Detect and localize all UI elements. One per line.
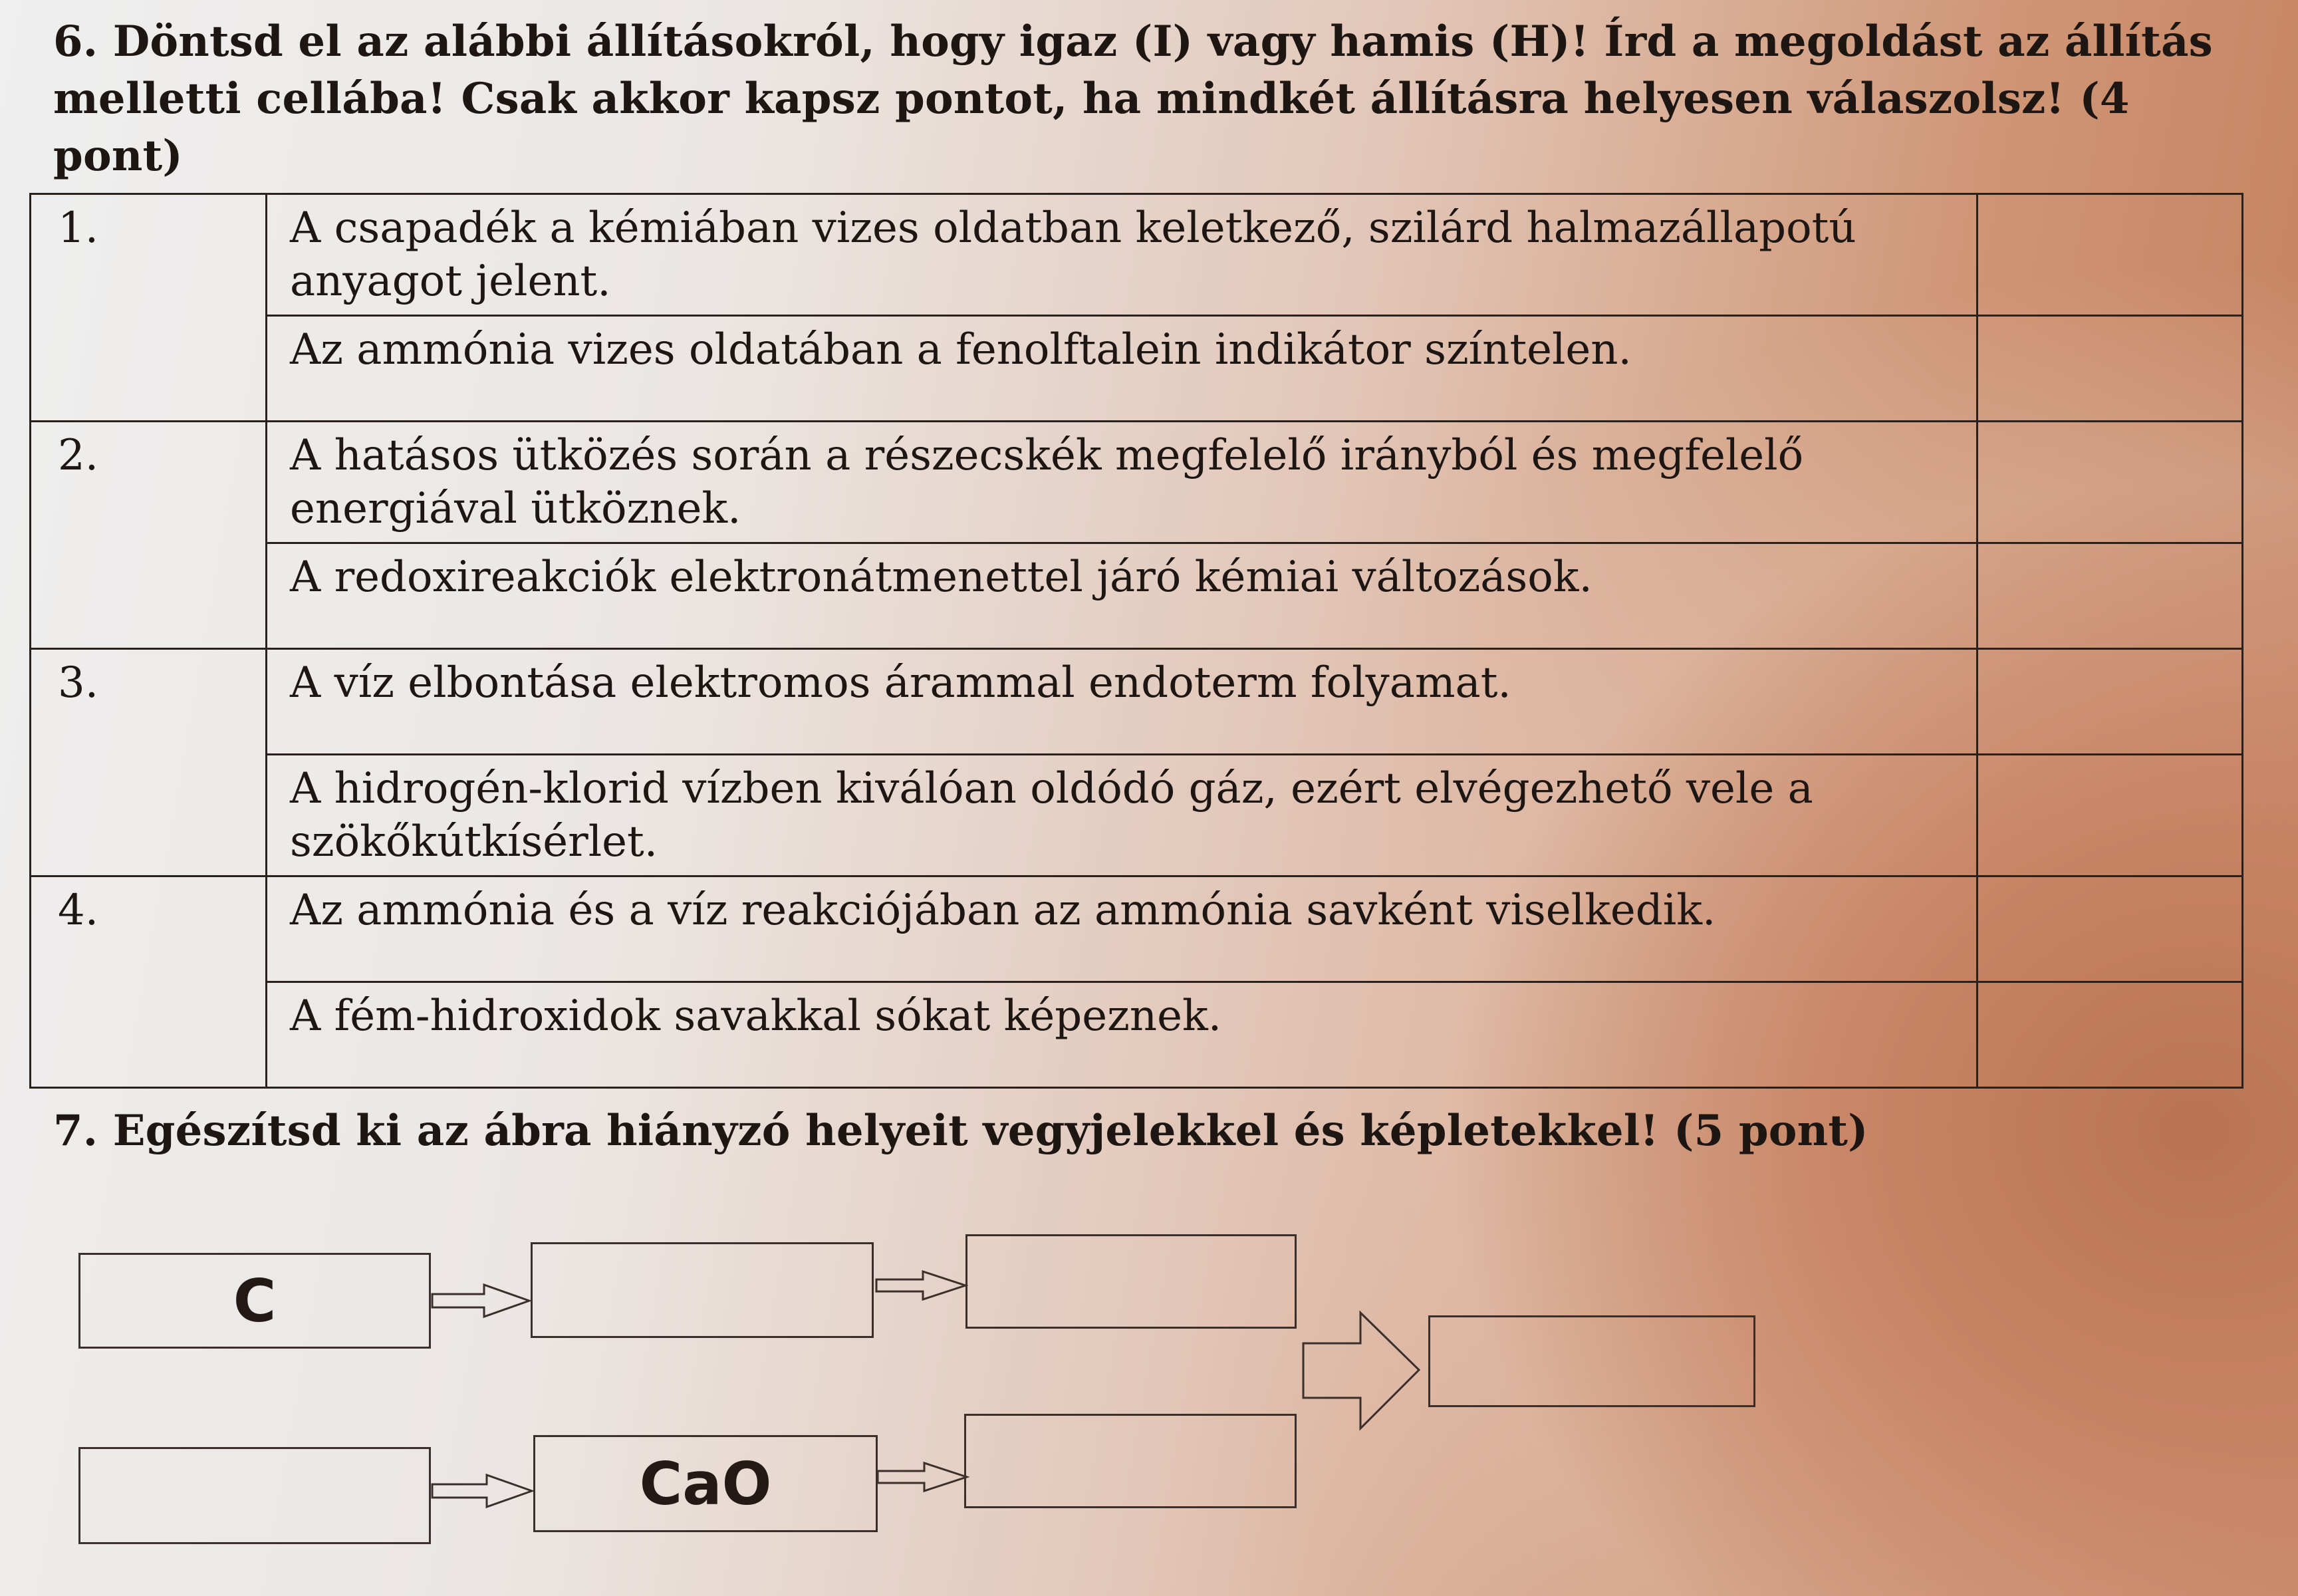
statement-cell: A csapadék a kémiában vizes oldatban keletkező, szilárd halmazállapotú anyagot jelent. <box>267 194 1978 316</box>
top-box-1[interactable]: C <box>78 1253 431 1349</box>
statement-cell: Az ammónia és a víz reakciójában az ammónia savként viselkedik. <box>267 876 1978 982</box>
answer-cell[interactable] <box>1978 543 2243 649</box>
bottom-box-1[interactable] <box>78 1447 431 1544</box>
table-row <box>31 194 2243 316</box>
table-row <box>31 755 2243 876</box>
question-6-heading: 6. Döntsd el az alábbi állításokról, hogy igaz (I) vagy hamis (H)! Írd a megoldást az állítás melletti cellába! Csak akkor kapsz pontot, ha mindkét állításra helyesen válaszolsz! (4 pont) <box>53 17 2213 181</box>
answer-cell[interactable] <box>1978 422 2243 543</box>
statement-cell: A hidrogén-klorid vízben kiválóan oldódó gáz, ezért elvégezhető vele a szökőkútkísérlet. <box>267 755 1978 876</box>
arrow-right-icon <box>431 1472 535 1510</box>
item-number: 1. <box>31 194 267 422</box>
final-box[interactable] <box>1428 1315 1755 1407</box>
statement-cell: A redoxireakciók elektronátmenettel járó kémiai változások. <box>267 543 1978 649</box>
true-false-table <box>29 193 2243 1089</box>
table-row <box>31 316 2243 422</box>
bottom-box-2[interactable]: CaO <box>533 1435 878 1532</box>
arrow-right-icon <box>876 1460 969 1494</box>
bottom-box-3[interactable] <box>964 1414 1297 1508</box>
top-box-3[interactable] <box>965 1234 1297 1329</box>
statement-cell: A víz elbontása elektromos árammal endoterm folyamat. <box>267 649 1978 755</box>
table-row <box>31 982 2243 1088</box>
item-number: 2. <box>31 422 267 649</box>
answer-cell[interactable] <box>1978 649 2243 755</box>
answer-cell[interactable] <box>1978 194 2243 316</box>
question-7-heading: 7. Egészítsd ki az ábra hiányzó helyeit vegyjelekkel és képletekkel! (5 pont) <box>53 1106 1868 1156</box>
answer-cell[interactable] <box>1978 876 2243 982</box>
arrow-right-icon <box>875 1269 968 1302</box>
arrow-right-icon <box>431 1282 532 1319</box>
statement-cell: A hatásos ütközés során a részecskék megfelelő irányból és megfelelő energiával ütköznek. <box>267 422 1978 543</box>
answer-cell[interactable] <box>1978 316 2243 422</box>
answer-cell[interactable] <box>1978 755 2243 876</box>
statement-cell: A fém-hidroxidok savakkal sókat képeznek. <box>267 982 1978 1088</box>
top-box-2[interactable] <box>531 1242 874 1338</box>
table-row <box>31 422 2243 543</box>
item-number: 3. <box>31 649 267 876</box>
table-row <box>31 876 2243 982</box>
item-number: 4. <box>31 876 267 1088</box>
table-row <box>31 649 2243 755</box>
table-row <box>31 543 2243 649</box>
statement-cell: Az ammónia vizes oldatában a fenolftalein indikátor színtelen. <box>267 316 1978 422</box>
big-arrow-right-icon <box>1301 1310 1423 1432</box>
answer-cell[interactable] <box>1978 982 2243 1088</box>
